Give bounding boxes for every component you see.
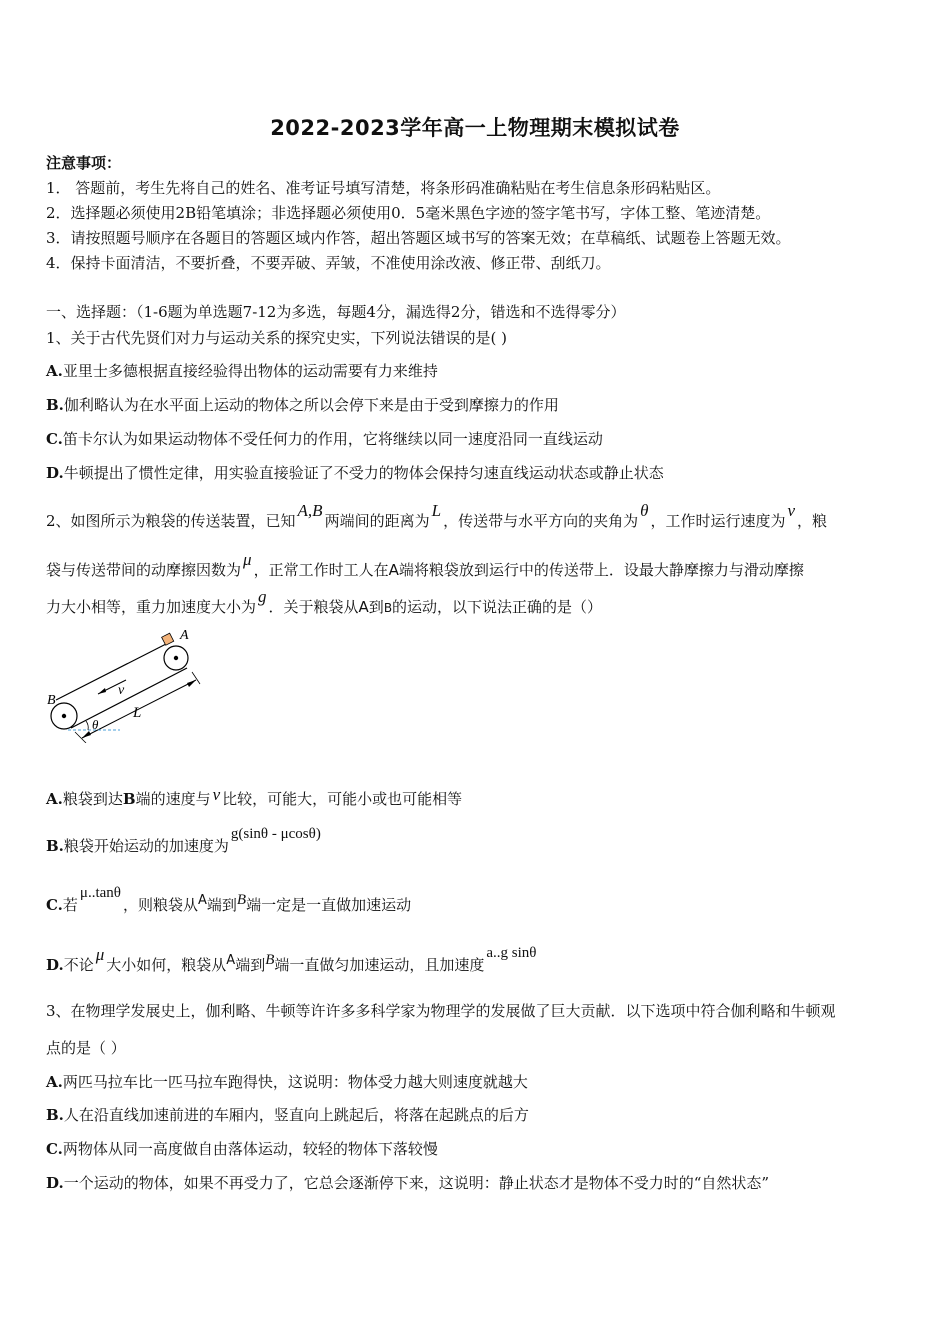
question-2-option-d xyxy=(46,945,539,975)
math-A: A xyxy=(226,953,236,968)
text: 端一定是一直做加速运动 xyxy=(246,896,412,914)
option-label: C. xyxy=(46,1140,63,1158)
option-text: 笛卡尔认为如果运动物体不受任何力的作用，它将继续以同一速度沿同一直线运动 xyxy=(62,430,603,448)
text: 2、如图所示为粮袋的传送装置，已知 xyxy=(46,512,296,530)
option-label: B. xyxy=(46,1106,64,1124)
angle-arc xyxy=(86,721,88,730)
page-title: 2022-2023学年高一上物理期末模拟试卷 xyxy=(270,116,680,140)
math-expression: μ..tanθ xyxy=(79,885,121,901)
conveyor-diagram xyxy=(40,628,215,743)
question-3-option-c xyxy=(46,1138,438,1159)
math-expression: g(sinθ - μcosθ) xyxy=(230,826,321,842)
option-label: C. xyxy=(46,430,63,448)
text: 端的速度与 xyxy=(135,790,211,808)
label-a: A xyxy=(180,628,189,643)
text: B xyxy=(122,790,136,808)
option-text: 两物体从同一高度做自由落体运动，较轻的物体下落较慢 xyxy=(62,1140,438,1158)
label-b: B xyxy=(47,693,56,708)
question-2-option-a xyxy=(46,785,463,809)
math-B: B xyxy=(265,952,275,968)
text: 到 xyxy=(368,598,384,616)
section-heading: 一、选择题：（1-6题为单选题7-12为多选，每题4分，漏选得2分，错选和不选得零分） xyxy=(46,303,626,321)
math-g: g xyxy=(258,587,267,606)
math-A: A xyxy=(388,561,399,579)
option-label: D. xyxy=(46,956,64,974)
text: 端将粮袋放到运行中的传送带上．设最大静摩擦力与滑动摩擦 xyxy=(398,561,804,579)
question-2-stem-line-3 xyxy=(46,587,603,617)
velocity-arrowhead xyxy=(98,688,106,694)
label-theta: θ xyxy=(92,717,99,732)
math-theta: θ xyxy=(640,501,649,520)
text: ，正常工作时工人在 xyxy=(253,561,389,579)
text: 端到 xyxy=(206,896,237,914)
text: ，传送带与水平方向的夹角为 xyxy=(443,512,639,530)
notice-item: 1． 答题前，考生先将自己的姓名、准考证号填写清楚，将条形码准确粘贴在考生信息条形码粘贴区。 xyxy=(46,179,721,197)
question-2-option-b xyxy=(46,826,323,856)
math-mu: μ xyxy=(95,945,105,964)
math-v: v xyxy=(212,785,221,804)
question-3-option-d xyxy=(46,1172,769,1193)
math-mu: μ xyxy=(243,550,252,569)
text: ，粮 xyxy=(797,512,828,530)
text: 大小如何，粮袋从 xyxy=(106,956,227,974)
question-3-option-a xyxy=(46,1071,528,1092)
math-expression: a..g sinθ xyxy=(486,945,537,961)
option-text: 伽利略认为在水平面上运动的物体之所以会停下来是由于受到摩擦力的作用 xyxy=(63,396,559,414)
length-arrowhead-left xyxy=(82,731,91,738)
option-label: D. xyxy=(46,464,64,482)
notice-item: 3．请按照题号顺序在各题目的答题区域内作答，超出答题区域书写的答案无效；在草稿纸、试题卷上答题无效。 xyxy=(46,229,791,247)
math-AB: A,B xyxy=(297,501,323,520)
question-1-option-b xyxy=(46,394,559,415)
question-1-option-a xyxy=(46,360,438,381)
option-label: A. xyxy=(46,1073,63,1091)
option-label: A. xyxy=(46,790,63,808)
length-tick-left xyxy=(75,732,86,743)
question-3-stem-line-1: 3、在物理学发展史上，伽利略、牛顿等许许多多科学家为物理学的发展做了巨大贡献．以下选项中符合伽利略和牛顿观 xyxy=(46,1002,836,1020)
option-label: A. xyxy=(46,362,63,380)
text: 端到 xyxy=(235,956,266,974)
question-3-stem-line-2: 点的是（ ） xyxy=(46,1039,126,1057)
text: 粮袋开始运动的加速度为 xyxy=(63,837,229,855)
pulley-b-axle xyxy=(62,714,66,718)
notice-item: 4．保持卡面清洁，不要折叠，不要弄破、弄皱，不准使用涂改液、修正带、刮纸刀。 xyxy=(46,254,611,272)
question-1-option-c xyxy=(46,428,603,449)
option-text: 人在沿直线加速前进的车厢内，竖直向上跳起后，将落在起跳点的后方 xyxy=(63,1106,529,1124)
text: 袋与传送带间的动摩擦因数为 xyxy=(46,561,242,579)
option-text: 亚里士多德根据直接经验得出物体的运动需要有力来维持 xyxy=(62,362,438,380)
text: 比较，可能大，可能小或也可能相等 xyxy=(222,790,463,808)
text: 粮袋到达 xyxy=(62,790,123,808)
option-label: B. xyxy=(46,396,64,414)
math-L: L xyxy=(431,501,442,520)
text: 若 xyxy=(62,896,78,914)
math-B: B xyxy=(236,892,247,908)
math-A: A xyxy=(198,893,207,908)
math-A: A xyxy=(358,598,369,616)
text: 不论 xyxy=(63,956,94,974)
belt-top xyxy=(56,643,168,700)
label-v: v xyxy=(118,683,125,698)
text: ．关于粮袋从 xyxy=(268,598,359,616)
question-2-stem-line-1 xyxy=(46,501,828,531)
notice-heading: 注意事项： xyxy=(46,154,122,172)
math-v: v xyxy=(787,501,795,520)
text: ，则粮袋从 xyxy=(122,896,198,914)
pulley-a-axle xyxy=(174,656,178,660)
option-label: C. xyxy=(46,896,63,914)
text: 端一直做匀加速运动，且加速度 xyxy=(274,956,485,974)
text: 的运动，以下说法正确的是（） xyxy=(392,598,603,616)
option-text: 一个运动的物体，如果不再受力了，它总会逐渐停下来，这说明：静止状态才是物体不受力时的“自然状态” xyxy=(63,1174,770,1192)
question-2-stem-line-2 xyxy=(46,550,804,580)
length-arrowhead-right xyxy=(187,680,196,687)
math-B: B xyxy=(383,601,393,615)
grain-bag xyxy=(162,633,174,645)
option-text: 牛顿提出了惯性定律，用实验直接验证了不受力的物体会保持匀速直线运动状态或静止状态 xyxy=(63,464,664,482)
option-label: D. xyxy=(46,1174,64,1192)
text: ，工作时运行速度为 xyxy=(650,512,786,530)
question-1-stem: 1、关于古代先贤们对力与运动关系的探究史实，下列说法错误的是( ) xyxy=(46,329,508,347)
text: 两端间的距离为 xyxy=(324,512,430,530)
notice-item: 2．选择题必须使用2B铅笔填涂；非选择题必须使用0．5毫米黑色字迹的签字笔书写，字体工整、笔迹清楚。 xyxy=(46,204,771,222)
label-l: L xyxy=(133,705,142,721)
option-label: B. xyxy=(46,837,64,855)
option-text: 两匹马拉车比一匹马拉车跑得快，这说明：物体受力越大则速度就越大 xyxy=(62,1073,528,1091)
text: 力大小相等，重力加速度大小为 xyxy=(46,598,257,616)
question-3-option-b xyxy=(46,1104,529,1125)
question-1-option-d xyxy=(46,462,664,483)
belt-bottom xyxy=(71,668,187,728)
question-2-option-c xyxy=(46,885,412,915)
